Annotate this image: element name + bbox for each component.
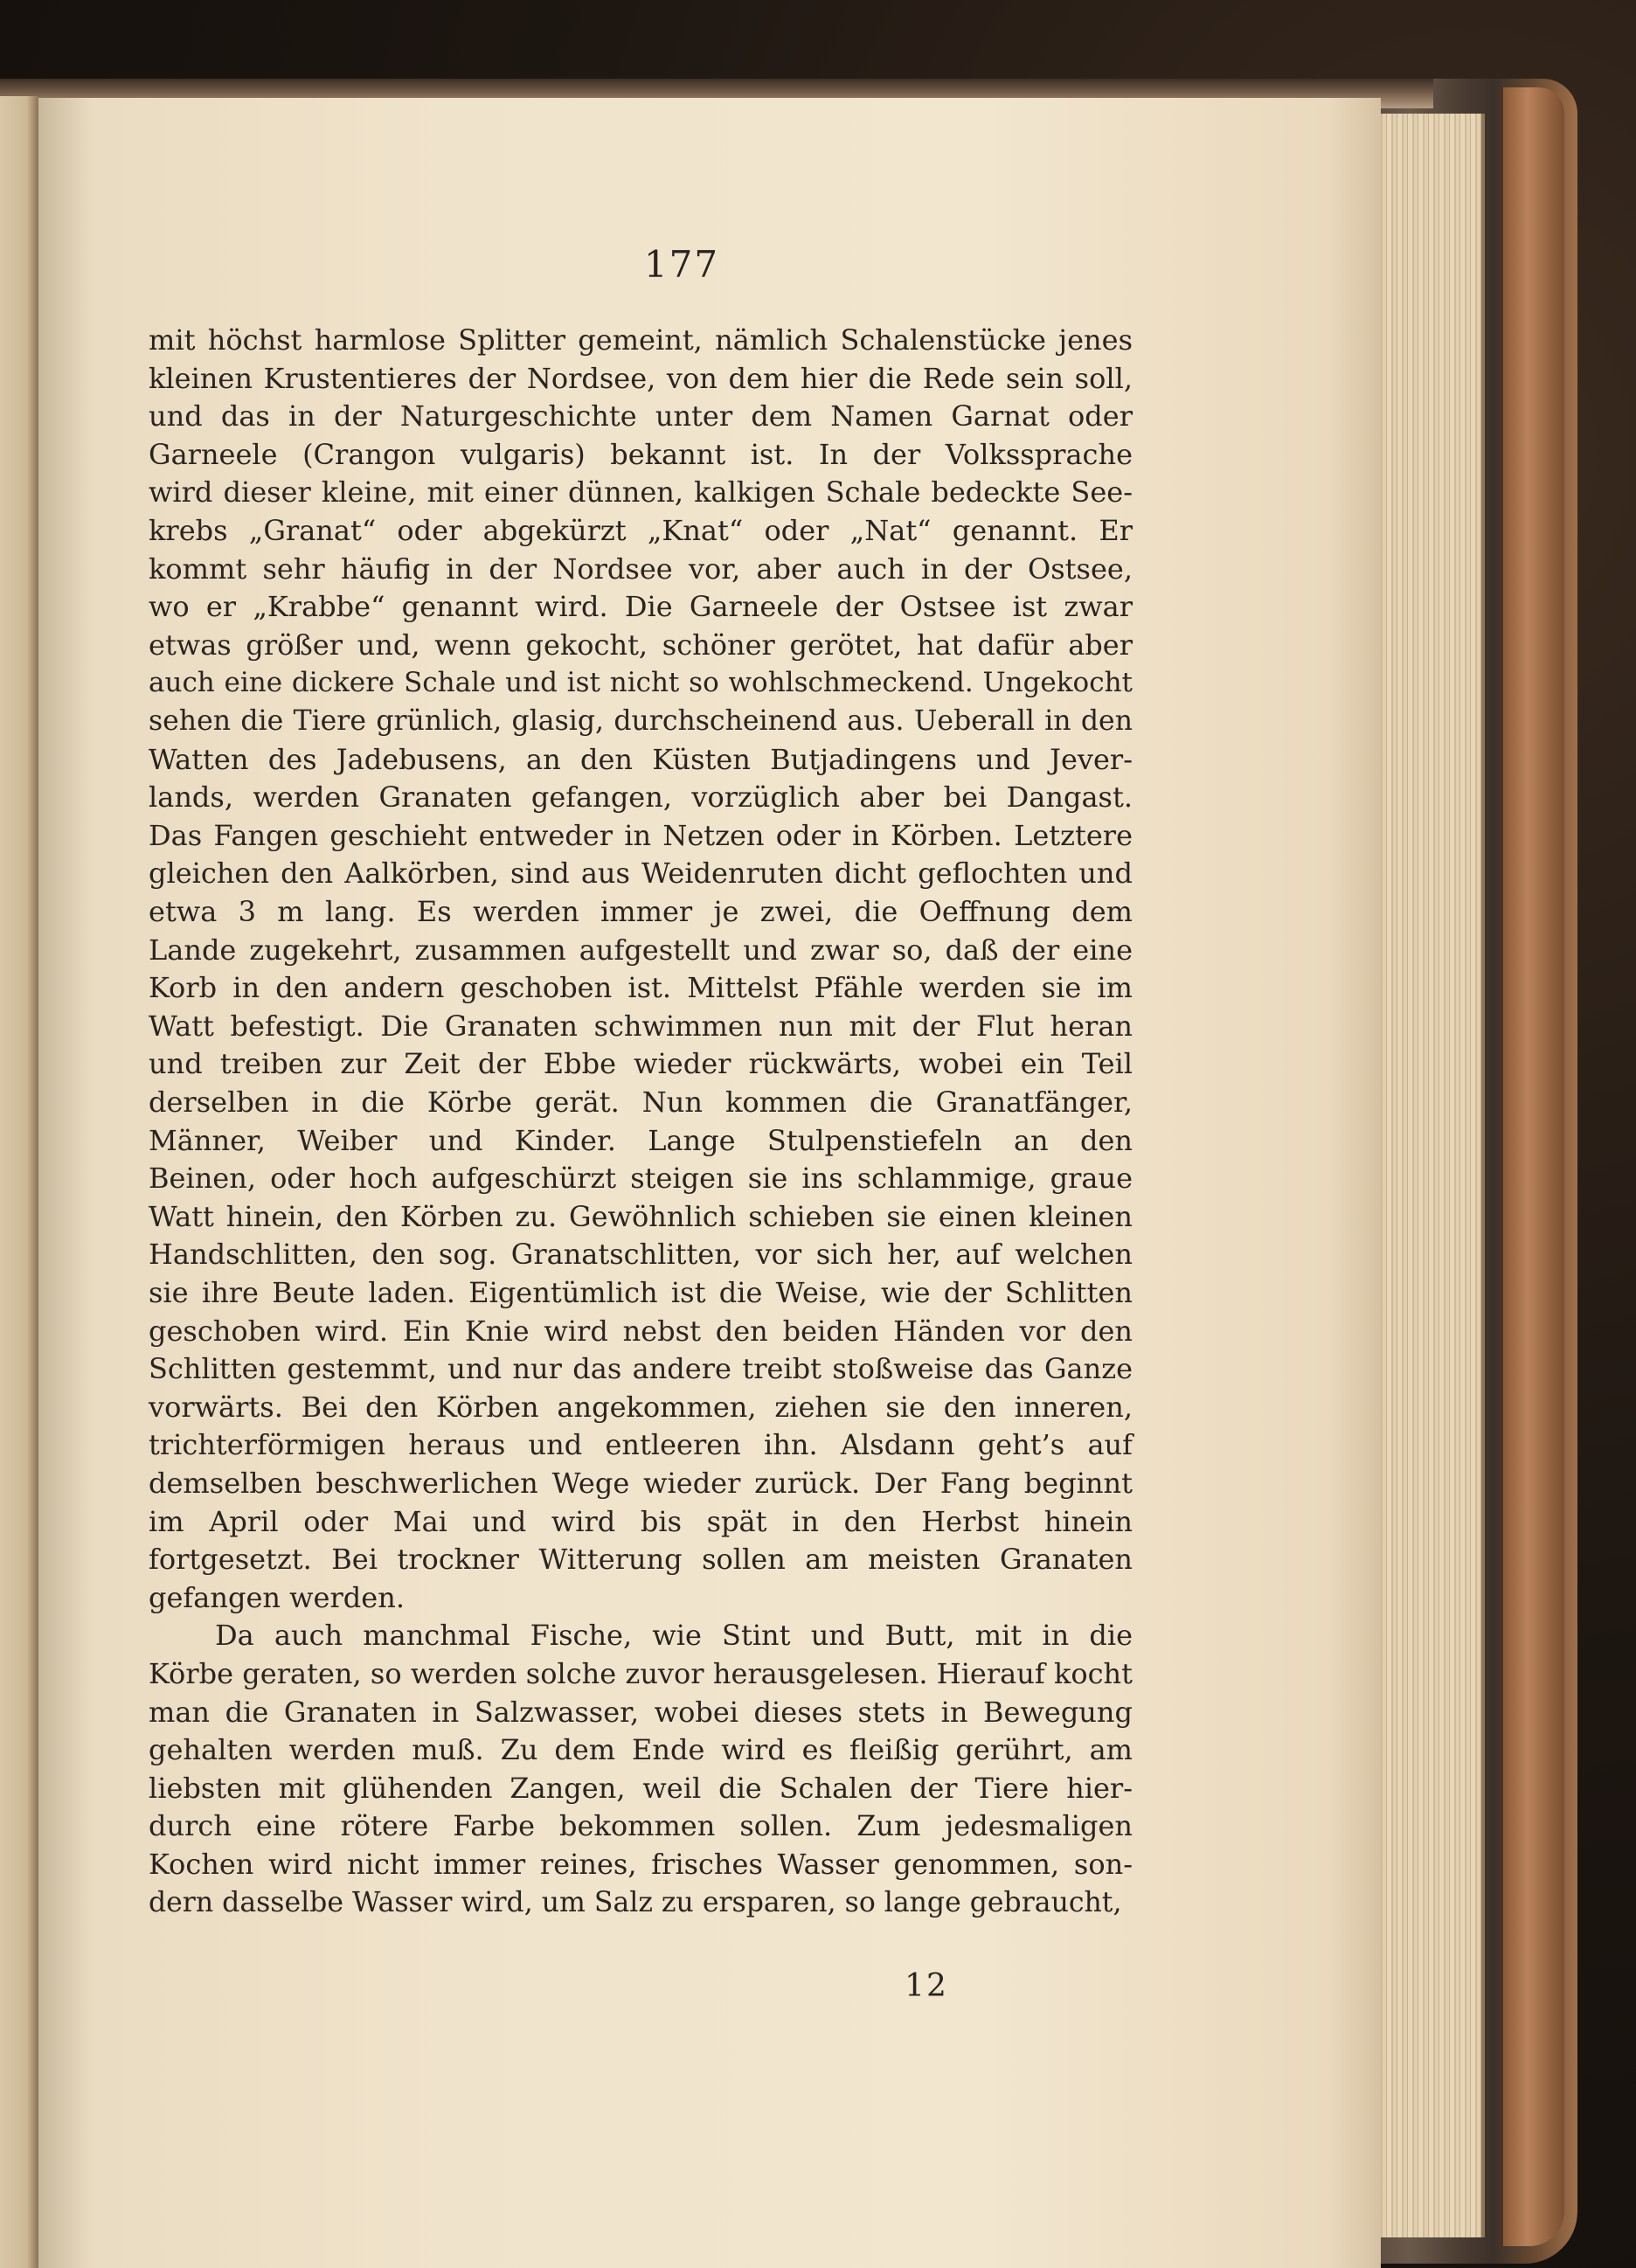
text-line: kleinen Krustentieres der Nordsee, von dem hier die Rede sein soll,: [149, 361, 1133, 395]
text-line: krebs „Granat“ oder abgekürzt „Knat“ oder „Nat“ genannt. Er: [149, 514, 1133, 547]
text-line: gleichen den Aalkörben, sind aus Weidenruten dicht geflochten und: [149, 857, 1133, 891]
text-line: derselben in die Körbe gerät. Nun kommen die Granatfänger,: [149, 1085, 1133, 1119]
binding-edge: [1503, 87, 1564, 2246]
text-line: Watten des Jadebusens, an den Küsten Butjadingens und Jever-: [149, 742, 1133, 776]
text-line: Korb in den andern geschoben ist. Mittelst Pfähle werden sie im: [149, 971, 1133, 1005]
text-line: trichterförmigen heraus und entleeren ihn. Alsdann geht’s auf: [149, 1428, 1133, 1462]
text-line: lands, werden Granaten gefangen, vorzüglich aber bei Dangast.: [149, 780, 1133, 815]
text-line: Kochen wird nicht immer reines, frisches Wasser genommen, son-: [149, 1848, 1133, 1881]
text-line: kommt sehr häufig in der Nordsee vor, aber auch in der Ostsee,: [149, 551, 1133, 586]
text-line: geschoben wird. Ein Knie wird nebst den beiden Händen vor den: [149, 1314, 1133, 1348]
text-line: man die Granaten in Salzwasser, wobei dieses stets in Bewegung: [149, 1695, 1133, 1729]
text-line: Watt befestigt. Die Granaten schwimmen nun mit der Flut heran: [149, 1009, 1133, 1043]
page-number: 177: [643, 243, 720, 286]
left-page-edge: [0, 96, 38, 2268]
text-line: wo er „Krabbe“ genannt wird. Die Garneele der Ostsee ist zwar: [149, 590, 1133, 624]
text-line: Da auch manchmal Fische, wie Stint und Butt, mit in die: [215, 1619, 1133, 1653]
text-line: Garneele (Crangon vulgaris) bekannt ist. In der Volkssprache: [149, 437, 1133, 471]
text-line: fortgesetzt. Bei trockner Witterung sollen am meisten Granaten: [149, 1543, 1133, 1577]
text-line: mit höchst harmlose Splitter gemeint, nämlich Schalenstücke jenes: [149, 323, 1133, 357]
text-line: sie ihre Beute laden. Eigentümlich ist die Weise, wie der Schlitten: [149, 1276, 1133, 1309]
text-line: Männer, Weiber und Kinder. Lange Stulpenstiefeln an den: [149, 1123, 1133, 1157]
text-line: Beinen, oder hoch aufgeschürzt steigen sie ins schlammige, graue: [149, 1162, 1133, 1196]
stacked-page-edges: [1376, 114, 1485, 2237]
text-line: im April oder Mai und wird bis spät in den Herbst hinein: [149, 1504, 1133, 1538]
text-line: Das Fangen geschieht entweder in Netzen oder in Körben. Letztere: [149, 818, 1133, 852]
text-line: und treiben zur Zeit der Ebbe wieder rückwärts, wobei ein Teil: [149, 1047, 1133, 1081]
text-line: wird dieser kleine, mit einer dünnen, kalkigen Schale bedeckte See-: [149, 475, 1133, 510]
text-line: demselben beschwerlichen Wege wieder zurück. Der Fang beginnt: [149, 1467, 1133, 1500]
signature-mark: 12: [905, 1968, 948, 2004]
text-line: Handschlitten, den sog. Granatschlitten, vor sich her, auf welchen: [149, 1238, 1133, 1272]
text-line: Watt hinein, den Körben zu. Gewöhnlich schieben sie einen kleinen: [149, 1199, 1133, 1233]
text-line: gefangen werden.: [149, 1580, 405, 1614]
text-line: sehen die Tiere grünlich, glasig, durchscheinend aus. Ueberall in den: [149, 705, 1133, 737]
text-line: vorwärts. Bei den Körben angekommen, ziehen sie den inneren,: [149, 1390, 1133, 1424]
text-line: etwas größer und, wenn gekocht, schöner gerötet, hat dafür aber: [149, 628, 1133, 662]
body-text: [149, 322, 1133, 1982]
text-line: etwa 3 m lang. Es werden immer je zwei, die Oeffnung dem: [149, 895, 1133, 928]
text-line: liebsten mit glühenden Zangen, weil die Schalen der Tiere hier-: [149, 1771, 1133, 1805]
text-line: durch eine rötere Farbe bekommen sollen. Zum jedesmaligen: [149, 1809, 1133, 1843]
text-line: und das in der Naturgeschichte unter dem Namen Garnat oder: [149, 399, 1133, 433]
text-line: gehalten werden muß. Zu dem Ende wird es fleißig gerührt, am: [149, 1733, 1133, 1767]
text-line: Schlitten gestemmt, und nur das andere treibt stoßweise das Ganze: [149, 1352, 1133, 1386]
text-line: Lande zugekehrt, zusammen aufgestellt und zwar so, daß der eine: [149, 933, 1133, 967]
text-line: auch eine dickere Schale und ist nicht so wohlschmeckend. Ungekocht: [149, 667, 1133, 699]
text-line: dern dasselbe Wasser wird, um Salz zu ersparen, so lange gebraucht,: [149, 1886, 1122, 1918]
text-line: Körbe geraten, so werden solche zuvor herausgelesen. Hierauf kocht: [149, 1657, 1133, 1690]
